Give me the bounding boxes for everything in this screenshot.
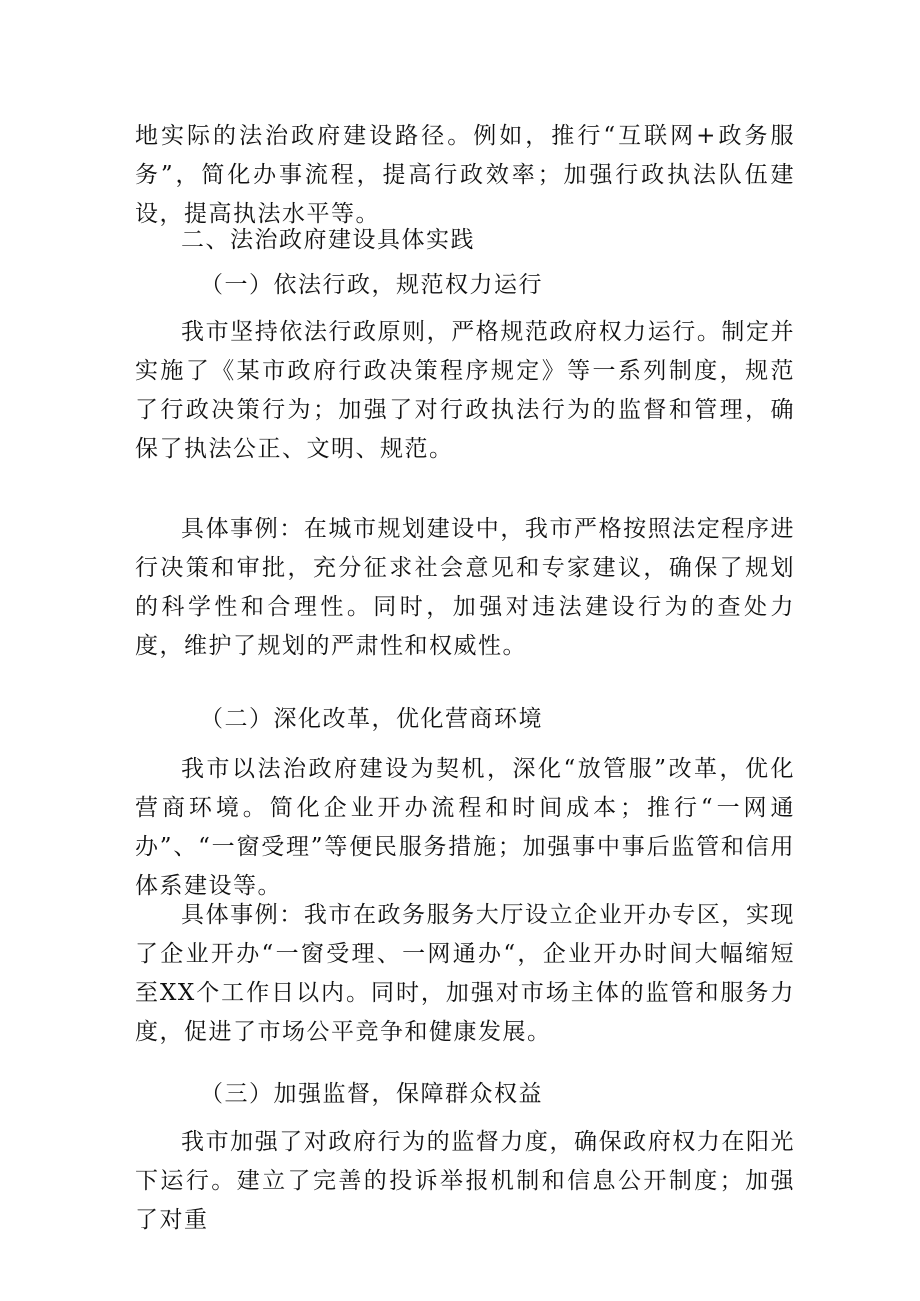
section-heading: 二、法治政府建设具体实践 <box>181 227 475 253</box>
paragraph-continuation: 地实际的法治政府建设路径。例如，推行“互联网+政务服务”，简化办事流程，提高行政效率；加强行政执法队伍建设，提高执法水平等。 <box>135 123 795 227</box>
paragraph-reform: 我市以法治政府建设为契机，深化“放管服”改革，优化营商环境。简化企业开办流程和时间成本；推行“一网通办”、“一窗受理”等便民服务措施；加强事中事后监管和信用体系建设等。 <box>135 756 795 899</box>
paragraph-supervision: 我市加强了对政府行为的监督力度，确保政府权力在阳光下运行。建立了完善的投诉举报机制和信息公开制度；加强了对重 <box>135 1129 795 1233</box>
paragraph-example-planning: 具体事例：在城市规划建设中，我市严格按照法定程序进行决策和审批，充分征求社会意见和专家建议，确保了规划的科学性和合理性。同时，加强对违法建设行为的查处力度，维护了规划的严肃性和权威性。 <box>135 516 795 659</box>
paragraph-lawful-administration: 我市坚持依法行政原则，严格规范政府权力运行。制定并实施了《某市政府行政决策程序规定》等一系列制度，规范了行政决策行为；加强了对行政执法行为的监督和管理，确保了执法公正、文明、规范。 <box>135 319 795 462</box>
paragraph-example-business: 具体事例：我市在政务服务大厅设立企业开办专区，实现了企业开办“一窗受理、一网通办“，企业开办时间大幅缩短至XX个工作日以内。同时，加强对市场主体的监管和服务力度，促进了市场公平竞争和健康发展。 <box>135 902 795 1045</box>
subsection-heading-2: （二）深化改革，优化营商环境 <box>200 706 543 732</box>
subsection-heading-1: （一）依法行政，规范权力运行 <box>200 272 543 298</box>
subsection-heading-3: （三）加强监督，保障群众权益 <box>200 1081 543 1107</box>
